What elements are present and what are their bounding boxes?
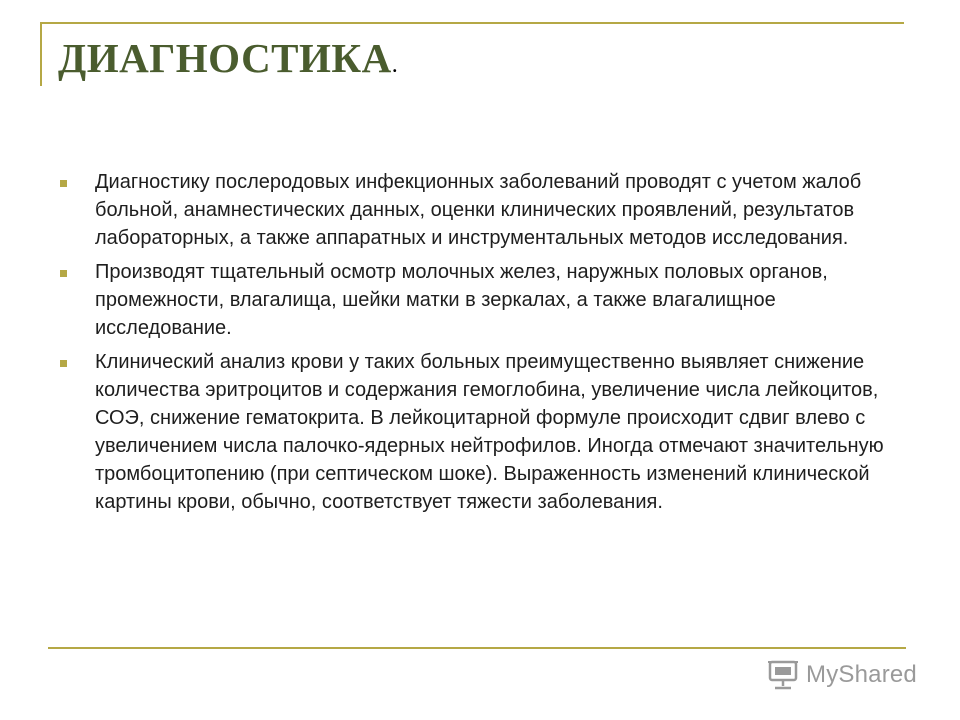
bullet-item: [95, 258, 915, 342]
bullet-list: [95, 168, 915, 522]
bullet-text: Клинический анализ крови у таких больных преимущественно выявляет снижение количества эритроцитов и содержания гемоглобина, увеличение числа лейкоцитов, СОЭ, снижение гематокрита. В лейкоцитарной формуле происходит сдвиг влево с увеличением числа палочко-ядерных нейтрофилов. Иногда отмечают значительную тромбоцитопению (при септическом шоке). Выраженность изменений клинической картины крови, обычно, соответствует тяжести заболевания.: [95, 351, 884, 513]
slide-title: [58, 34, 398, 82]
bullet-text: Производят тщательный осмотр молочных желез, наружных половых органов, промежности, влагалища, шейки матки в зеркалах, а также влагалищное исследование.: [95, 261, 828, 339]
square-bullet-icon: [60, 270, 67, 277]
myshared-watermark: [766, 658, 917, 692]
bullet-text: Диагностику послеродовых инфекционных заболеваний проводят с учетом жалоб больной, анамнестических данных, оценки клинических проявлений, результатов лабораторных, а также аппаратных и инструментальных методов исследования.: [95, 171, 862, 249]
left-divider: [40, 22, 42, 86]
bottom-divider: [48, 647, 906, 649]
slide-title-text: ДИАГНОСТИКА: [58, 35, 392, 81]
slide-title-dot: .: [391, 52, 399, 78]
myshared-logo-icon: [766, 659, 800, 691]
bullet-item: [95, 348, 915, 516]
square-bullet-icon: [60, 360, 67, 367]
square-bullet-icon: [60, 180, 67, 187]
bullet-item: [95, 168, 915, 252]
watermark-text: MyShared: [806, 661, 917, 688]
top-divider: [40, 22, 904, 24]
